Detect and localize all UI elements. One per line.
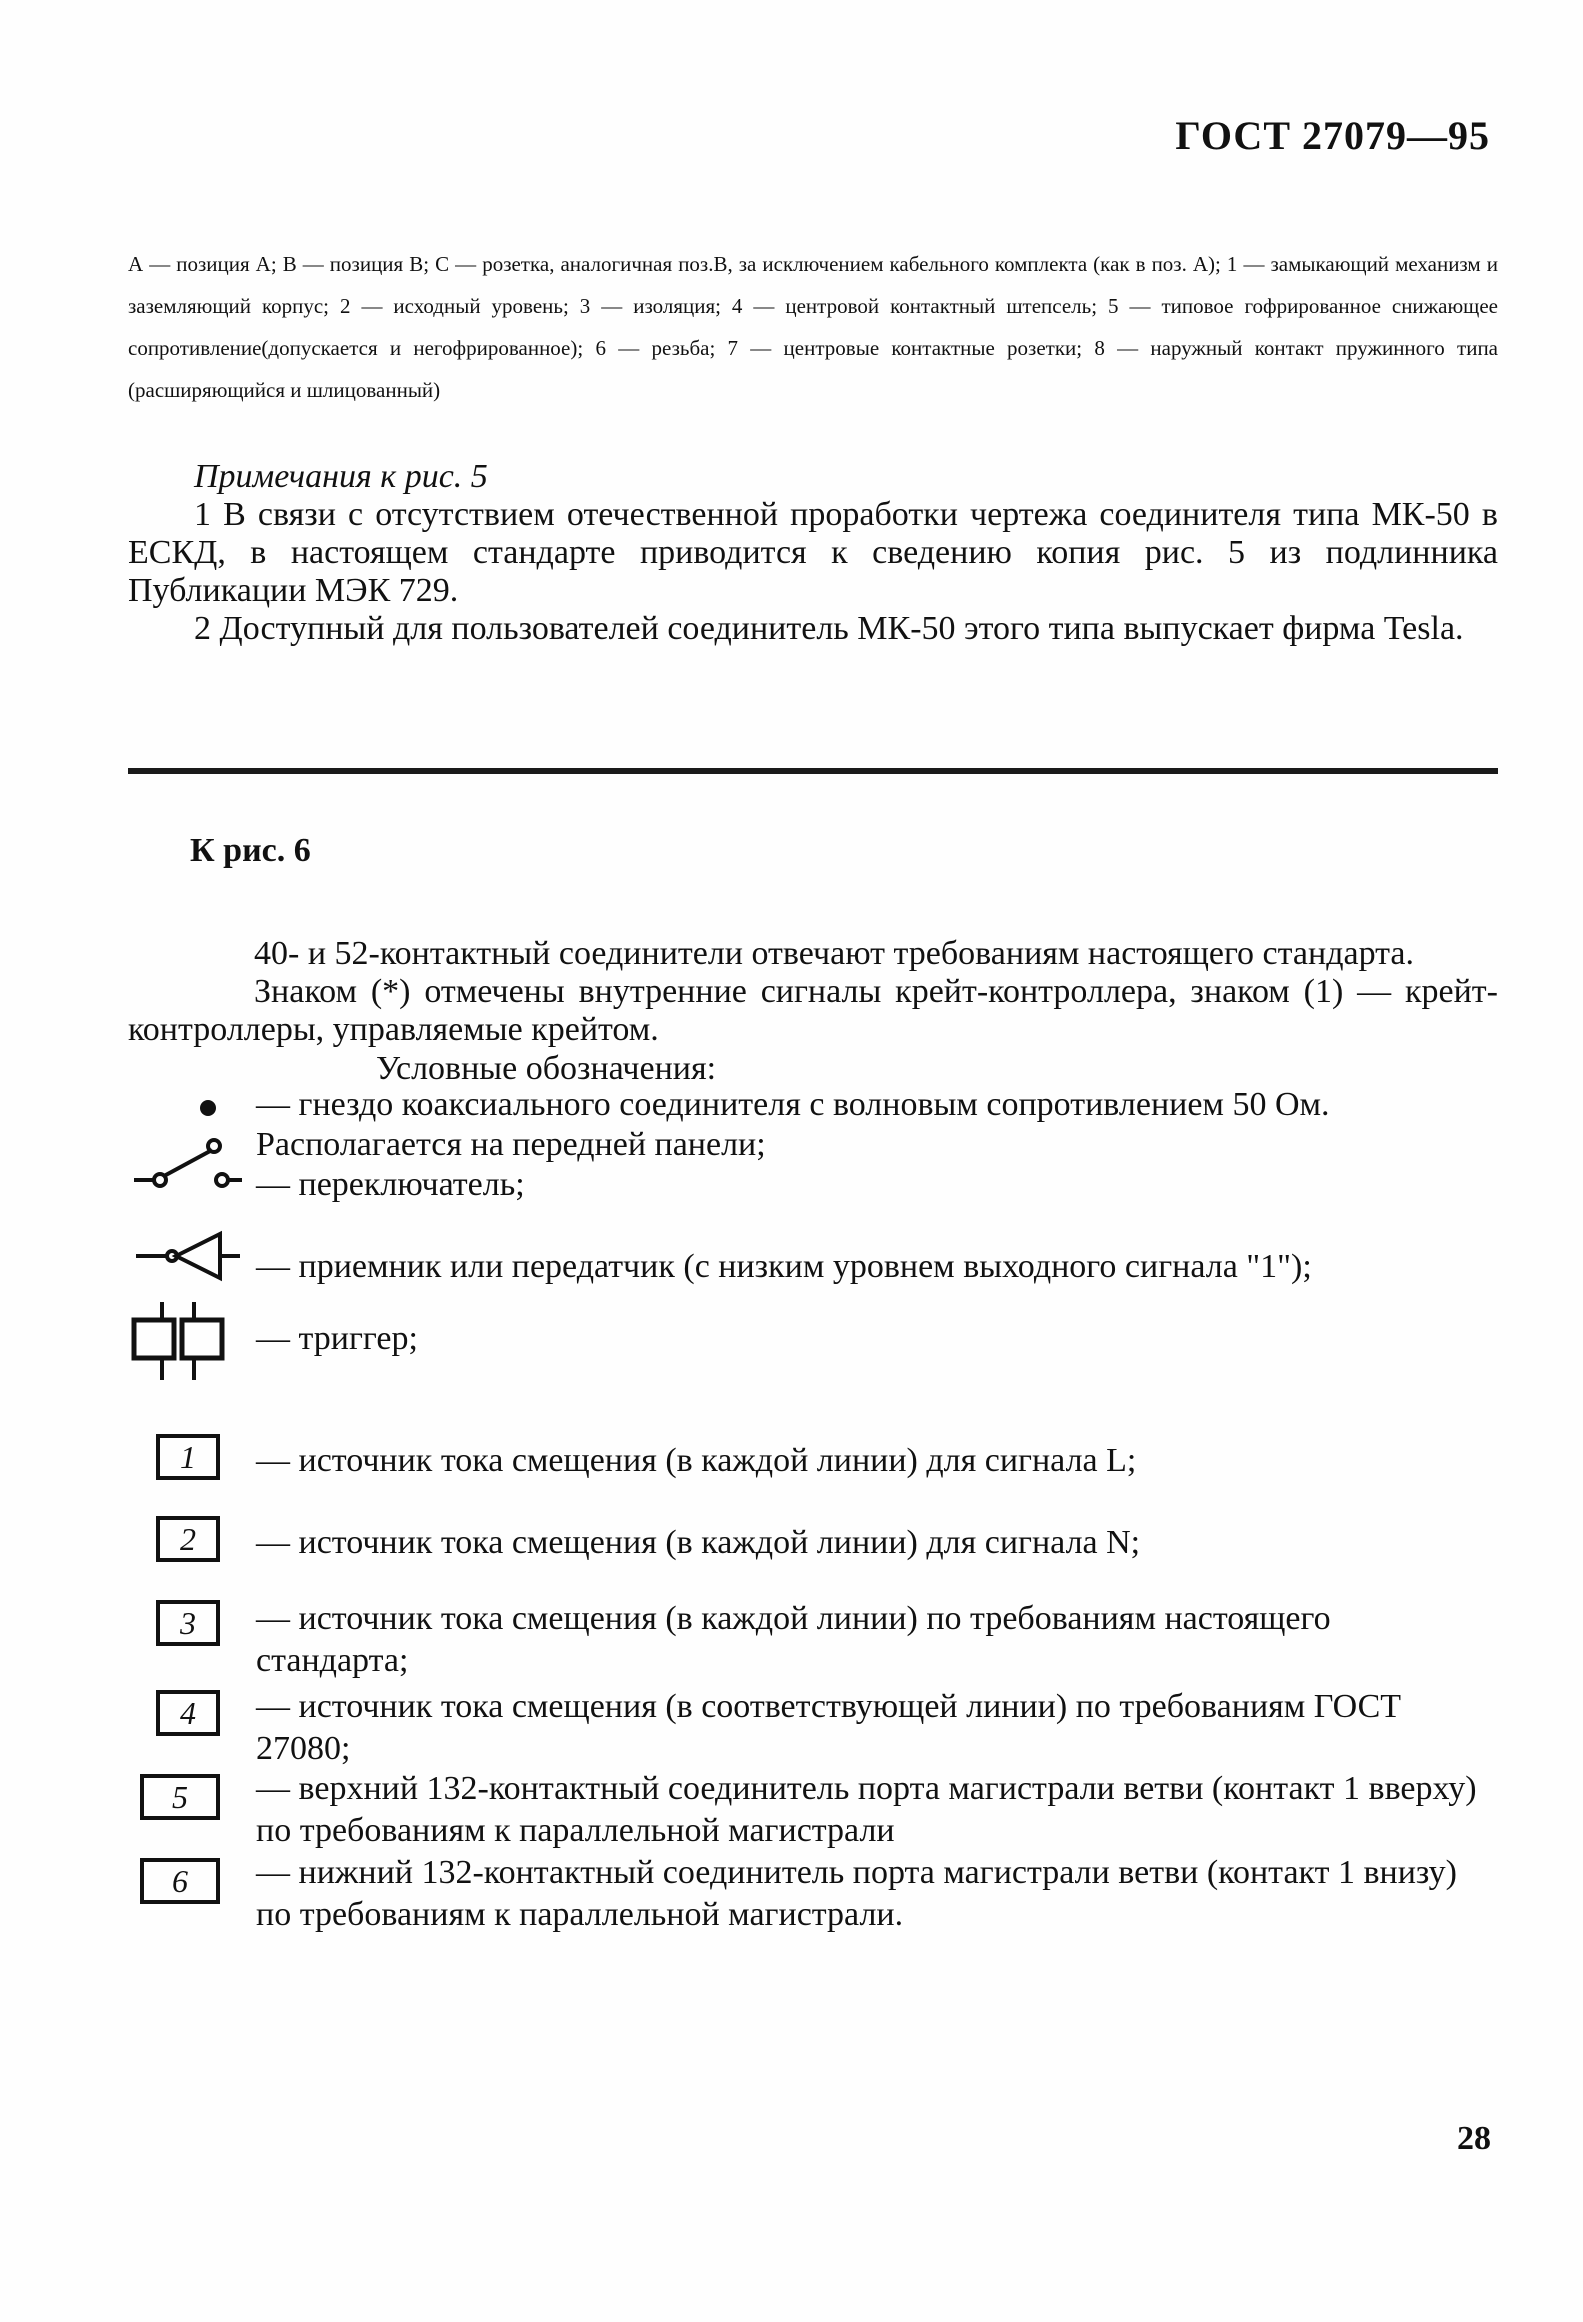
legend-coax-text-cont: Располагается на передней панели; — [256, 1126, 766, 1163]
page-number: 28 — [1457, 2120, 1491, 2157]
legend-box-1: 1 — [156, 1434, 220, 1480]
legend-box-3-text: — источник тока смещения (в каждой линии) по требованиям настоящего стандарта; — [256, 1600, 1331, 1679]
legend-box-6-text: — нижний 132-контактный соединитель порта магистрали ветви (контакт 1 внизу) по требованиям к параллельной магистрали. — [256, 1854, 1457, 1933]
legend-box-4: 4 — [156, 1690, 220, 1736]
legend-switch-text: — переключатель; — [256, 1166, 525, 1203]
legend-coax-text: — гнездо коаксиального соединителя с волновым сопротивлением 50 Ом. — [256, 1086, 1330, 1123]
switch-icon — [132, 1138, 242, 1198]
note-item: 1 В связи с отсутствием отечественной проработки чертежа соединителя типа МК-50 в ЕСКД, в настоящем стандарте приводится к сведению копия рис. 5 из подлинника Публикации МЭК 729. — [128, 496, 1498, 609]
notes-block — [128, 458, 1498, 648]
note-item: 2 Доступный для пользователей соединитель МК-50 этого типа выпускает фирма Tesla. — [194, 610, 1464, 647]
intro-paragraph: 40- и 52-контактный соединители отвечают требованиям настоящего стандарта. — [254, 935, 1415, 972]
legend-box-5-text: — верхний 132-контактный соединитель порта магистрали ветви (контакт 1 вверху) по требованиям к параллельной магистрали — [256, 1770, 1477, 1849]
legend-title: Условные обозначения: — [376, 1050, 717, 1087]
legend-box-5: 5 — [140, 1774, 220, 1820]
section-title: К рис. 6 — [190, 832, 311, 869]
legend-box-4-text: — источник тока смещения (в соответствующей линии) по требованиям ГОСТ 27080; — [256, 1688, 1402, 1767]
document-code: ГОСТ 27079—95 — [1175, 113, 1490, 158]
receiver-transmitter-icon — [132, 1226, 242, 1286]
legend-box-2-text: — источник тока смещения (в каждой линии) для сигнала N; — [256, 1524, 1141, 1561]
legend-box-3: 3 — [156, 1600, 220, 1646]
section-intro — [128, 935, 1498, 1049]
legend-box-1-text: — источник тока смещения (в каждой линии) для сигнала L; — [256, 1442, 1137, 1479]
trigger-icon — [130, 1300, 230, 1382]
figure-5-legend: А — позиция А; В — позиция В; С — розетка, аналогичная поз.В, за исключением кабельного комплекта (как в поз. А); 1 — замыкающий механизм и заземляющий корпус; 2 — исходный уровень; 3 — изоляция; 4 — центровой контактный штепсель; 5 — типовое гофрированное снижающее сопротивление(допускается и негофрированное); 6 — резьба; 7 — центровые контактные розетки; 8 — наружный контакт пружинного типа (расширяющийся и шлицованный) — [128, 252, 1498, 402]
intro-paragraph: Знаком (*) отмечены внутренние сигналы крейт-контроллера, знаком (1) — крейт-контроллеры, управляемые крейтом. — [128, 973, 1498, 1048]
legend-receiver-text: — приемник или передатчик (с низким уровнем выходного сигнала "1"); — [256, 1248, 1312, 1285]
coax-socket-icon — [198, 1098, 218, 1118]
legend-box-2: 2 — [156, 1516, 220, 1562]
legend-trigger-text: — триггер; — [256, 1320, 418, 1357]
notes-title: Примечания к рис. 5 — [194, 458, 488, 495]
legend-box-6: 6 — [140, 1858, 220, 1904]
section-divider — [128, 768, 1498, 774]
